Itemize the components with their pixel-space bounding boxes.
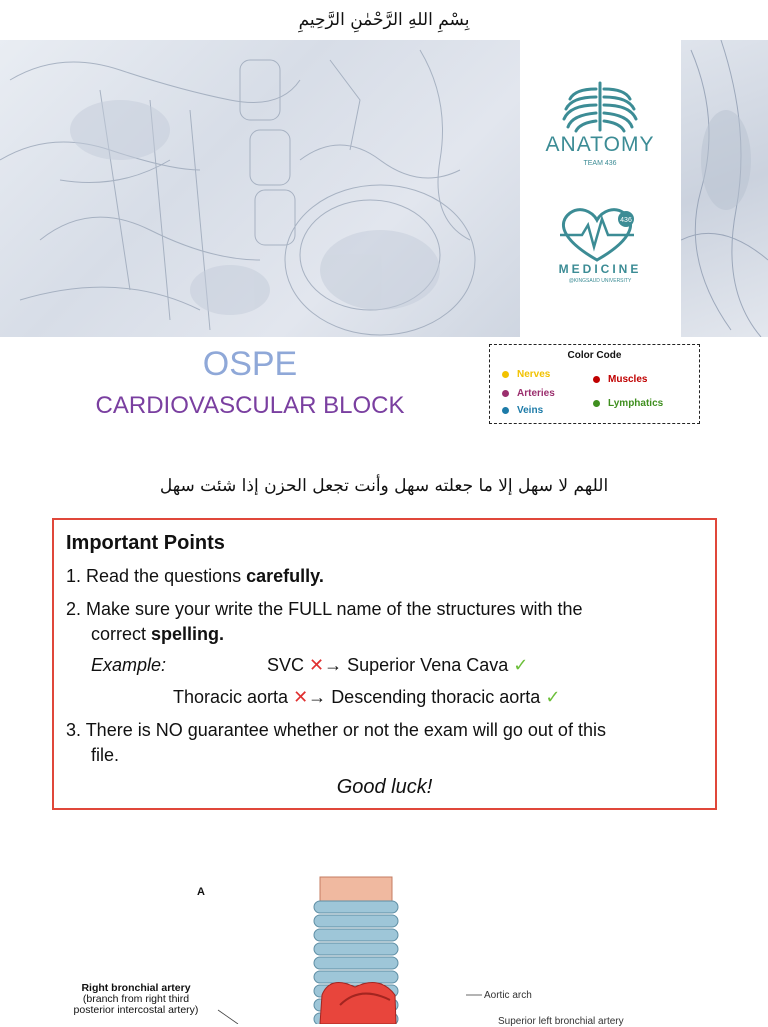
- anatomy-logo-text: ANATOMY: [545, 133, 655, 156]
- medicine-logo-text: MEDICINE: [558, 262, 642, 276]
- point-1-text: 1. Read the questions: [66, 566, 247, 586]
- legend-item-veins: [502, 405, 543, 416]
- example-1-wrong: SVC: [267, 655, 305, 675]
- color-code-title: Color Code: [567, 350, 622, 361]
- check-icon: ✓: [545, 687, 561, 707]
- point-3-line-1: 3. There is NO guarantee whether or not the exam will go out of this: [66, 720, 606, 740]
- legend-item-lymphatics: [593, 398, 663, 409]
- medicine-badge-text: 436: [620, 217, 632, 224]
- label-right-bronchial-title: Right bronchial artery: [81, 982, 191, 994]
- good-luck-text: Good luck!: [336, 776, 433, 798]
- example-label: Example:: [91, 655, 167, 675]
- arrow-right-icon: →: [324, 655, 343, 675]
- label-right-bronchial-note-2: posterior intercostal artery): [73, 1004, 199, 1016]
- point-2-line-1: 2. Make sure your write the FULL name of the structures with the: [66, 599, 583, 619]
- basmala-text: بِسْمِ اللهِ الرَّحْمٰنِ الرَّحِيمِ: [298, 10, 470, 30]
- check-icon: ✓: [513, 655, 529, 675]
- basmala-header: [0, 0, 768, 40]
- legend-item-nerves: [502, 369, 550, 380]
- blue-dot-icon: [502, 407, 509, 414]
- point-1-emphasis: carefully.: [246, 566, 324, 586]
- arabic-dua: اللهم لا سهل إلا ما جعلته سهل وأنت تجعل الحزن إذا شئت سهل: [159, 476, 609, 496]
- example-1-right: Superior Vena Cava: [347, 655, 509, 675]
- legend-label: Lymphatics: [608, 398, 664, 409]
- point-1: [66, 566, 324, 587]
- color-code-legend: [489, 344, 700, 424]
- label-aortic-arch: Aortic arch: [484, 990, 532, 1001]
- legend-label: Arteries: [517, 388, 555, 399]
- cross-icon: ✕: [309, 655, 325, 675]
- important-points-box: [52, 518, 717, 810]
- anatomy-sketch-strip: [681, 40, 768, 337]
- legend-label: Nerves: [517, 369, 551, 380]
- label-superior-left-bronchial-artery: Superior left bronchial artery: [498, 1016, 624, 1027]
- skull-sketch-illustration: [0, 40, 520, 337]
- anatomy-sketch-banner: [0, 40, 520, 337]
- point-3-line-2: file.: [91, 745, 120, 765]
- green-dot-icon: [593, 400, 600, 407]
- figure-panel-label: A: [197, 886, 205, 898]
- page-subtitle: CARDIOVASCULAR BLOCK: [95, 392, 405, 419]
- arrow-right-icon: →: [308, 687, 327, 707]
- example-1: [267, 655, 528, 676]
- figure-leader-lines: [0, 980, 768, 1024]
- legend-label: Muscles: [608, 374, 648, 385]
- yellow-dot-icon: [502, 371, 509, 378]
- anatomy-team-text: TEAM 436: [583, 160, 617, 167]
- important-points-heading: Important Points: [66, 532, 225, 554]
- cross-icon: ✕: [293, 687, 309, 707]
- point-2-line-2: [91, 624, 224, 645]
- label-right-bronchial-note-1: (branch from right third: [82, 993, 190, 1005]
- legend-item-arteries: [502, 388, 555, 399]
- heart-pulse-logo-icon: [552, 205, 642, 265]
- ribcage-logo-icon: [530, 75, 670, 185]
- purple-dot-icon: [502, 390, 509, 397]
- point-2-text: correct: [91, 624, 152, 644]
- neck-sketch-illustration: [681, 40, 768, 337]
- legend-item-muscles: [593, 374, 647, 385]
- page-title: OSPE: [202, 345, 298, 383]
- example-2-right: Descending thoracic aorta: [331, 687, 541, 707]
- example-2-wrong: Thoracic aorta: [173, 687, 289, 707]
- point-2-emphasis: spelling.: [151, 624, 225, 644]
- legend-label: Veins: [517, 405, 544, 416]
- medicine-sub-text: @KINGSAUD UNIVERSITY: [568, 278, 632, 284]
- red-dot-icon: [593, 376, 600, 383]
- example-2: [173, 687, 560, 708]
